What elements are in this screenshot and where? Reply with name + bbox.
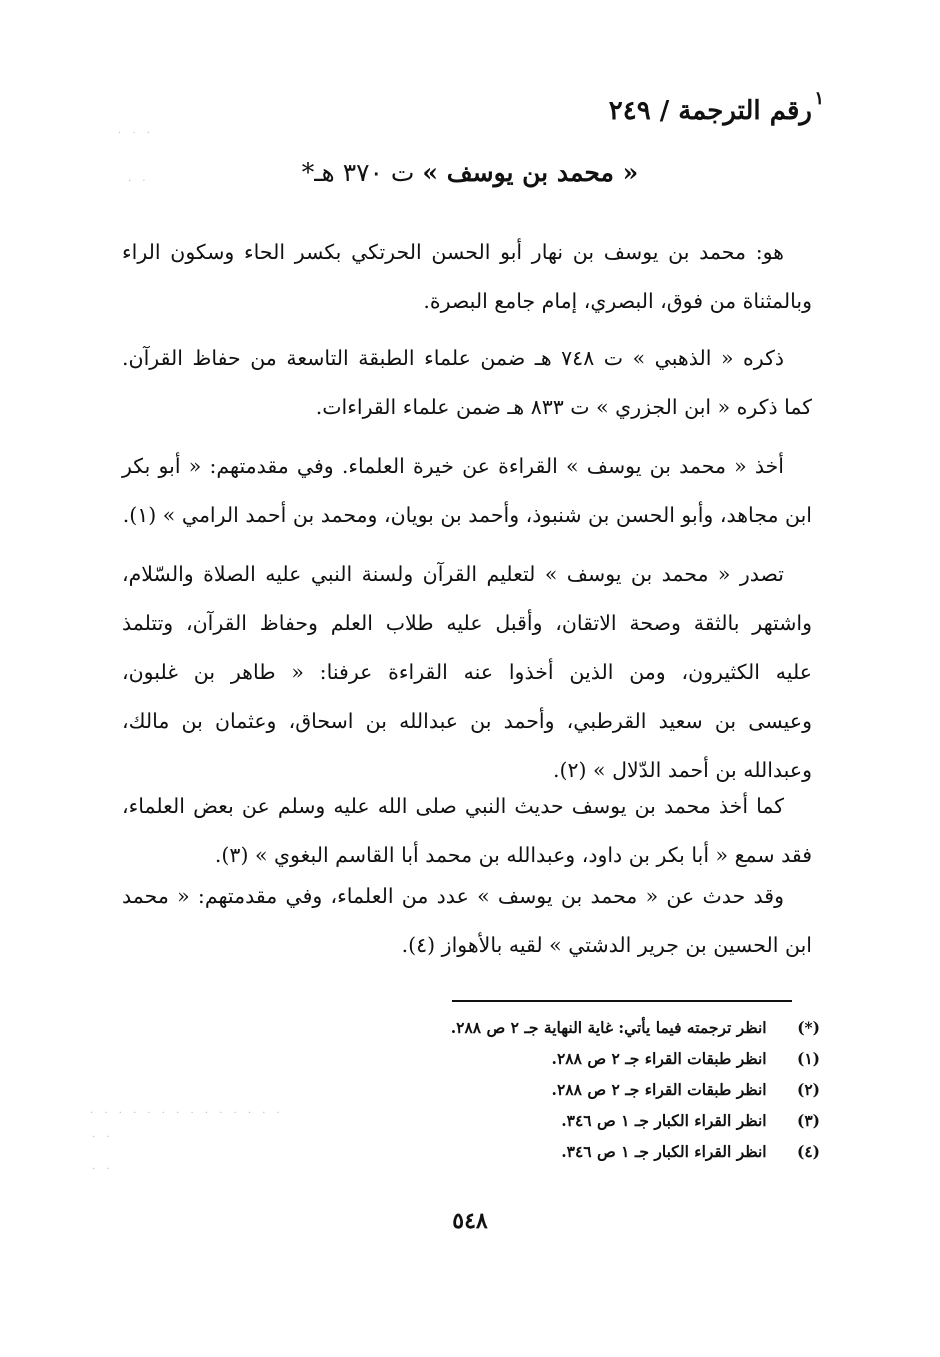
text-line: وعيسى بن سعيد القرطبي، وأحمد بن عبدالله بن اسحاق، وعثمان بن مالك، (122, 709, 812, 733)
footnote-number: (٢) (796, 1080, 820, 1099)
footnote-text: انظر القراء الكبار جـ ١ ص ٣٤٦. (561, 1111, 767, 1130)
text-line: واشتهر بالثقة وصحة الاتقان، وأقبل عليه طلاب العلم وحفاظ القرآن، وتتلمذ (122, 611, 812, 635)
footnote-number: (٣) (796, 1111, 820, 1130)
entry-name: « محمد بن يوسف » (422, 158, 639, 187)
paragraph-identity (122, 228, 812, 326)
paragraph-narrators (122, 872, 812, 970)
text-line: فقد سمع « أبا بكر بن داود، وعبدالله بن محمد أبا القاسم البغوي » (٣). (214, 843, 812, 867)
text-line: ذكره « الذهبي » ت ٧٤٨ هـ ضمن علماء الطبقة التاسعة من حفاظ القرآن. (122, 346, 784, 370)
footnote-number: (١) (796, 1049, 820, 1068)
biography-number-heading: رقم الترجمة / ٢٤٩ (608, 96, 812, 126)
entry-title (150, 158, 790, 187)
text-line: عليه الكثيرون، ومن الذين أخذوا عنه القراءة عرفنا: « طاهر بن غلبون، (122, 660, 812, 684)
paragraph-hadith (122, 782, 812, 880)
footnote-text: انظر ترجمته فيما يأتي: غاية النهاية جـ ٢ ص ٢٨٨. (450, 1018, 767, 1037)
scan-speckle: · · (92, 1132, 114, 1143)
paragraph-mentions (122, 334, 812, 432)
scan-speckle: · · · (118, 128, 154, 139)
footnote-text: انظر طبقات القراء جـ ٢ ص ٢٨٨. (551, 1080, 767, 1099)
scan-speckle: · · (128, 176, 150, 187)
text-line: كما ذكره « ابن الجزري » ت ٨٣٣ هـ ضمن علماء القراءات. (315, 395, 812, 419)
text-line: تصدر « محمد بن يوسف » لتعليم القرآن ولسنة النبي عليه الصلاة والسّلام، (122, 562, 784, 586)
footnote-item (400, 1136, 820, 1167)
paragraph-teachers (122, 442, 812, 540)
scan-speckle: · · (92, 1164, 114, 1175)
entry-date: ت ٣٧٠ هـ* (301, 158, 415, 187)
header-mark: ١ (814, 88, 824, 109)
text-line: أخذ « محمد بن يوسف » القراءة عن خيرة العلماء. وفي مقدمتهم: « أبو بكر (122, 454, 784, 478)
footnote-number: (*) (797, 1018, 820, 1037)
footnote-number: (٤) (796, 1142, 820, 1161)
scan-speckle: · · · · · · · · · · · · · · (90, 1108, 284, 1119)
footnote-text: انظر القراء الكبار جـ ١ ص ٣٤٦. (561, 1142, 767, 1161)
text-line: كما أخذ محمد بن يوسف حديث النبي صلى الله عليه وسلم عن بعض العلماء، (122, 794, 784, 818)
text-line: هو: محمد بن يوسف بن نهار أبو الحسن الحرتكي بكسر الحاء وسكون الراء (122, 240, 784, 264)
text-line: وبالمثناة من فوق، البصري، إمام جامع البصرة. (423, 289, 812, 313)
text-line: وقد حدث عن « محمد بن يوسف » عدد من العلماء، وفي مقدمتهم: « محمد (122, 884, 784, 908)
footnote-divider (452, 1000, 792, 1002)
text-line: ابن الحسين بن جرير الدشتي » لقيه بالأهواز (٤). (401, 933, 812, 957)
paragraph-students (122, 550, 812, 795)
footnote-item (400, 1074, 820, 1105)
footnote-text: انظر طبقات القراء جـ ٢ ص ٢٨٨. (551, 1049, 767, 1068)
text-line: ابن مجاهد، وأبو الحسن بن شنبوذ، وأحمد بن بويان، ومحمد بن أحمد الرامي » (١). (122, 503, 812, 527)
page-number: ٥٤٨ (452, 1208, 488, 1234)
footnote-item (400, 1105, 820, 1136)
text-line: وعبدالله بن أحمد الدّلال » (٢). (552, 758, 812, 782)
footnote-item (400, 1012, 820, 1043)
footnote-item (400, 1043, 820, 1074)
footnotes (400, 1012, 820, 1167)
